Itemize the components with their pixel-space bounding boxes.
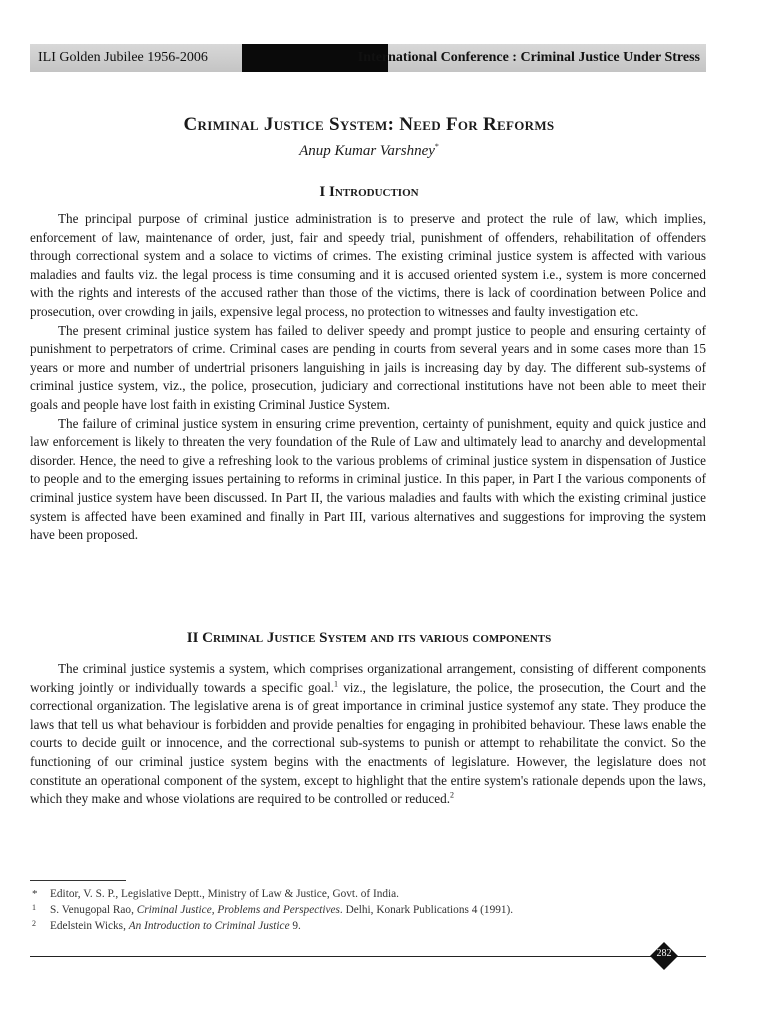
article-title: Criminal Justice System: Need For Reforms [183,114,555,135]
footnote-mark: 1 [32,903,36,912]
paragraph: The principal purpose of criminal justice administration is to preserve and protect the rule of law, which implies, enforcement of law, maintenance of order, just, fair and speedy trial, punishment of offenders, rehabilitation of offenders through correctional system and a solace to victims of crimes. The existing criminal justice system is affected with various maladies and faults viz. the legal process is time consuming and it is accused oriented system i.e., system is more concerned with the rights and interests of the accused rather than those of the victims, there is lack of coordination between Police and prosecution, over crowding in jails, expensive legal process, no protection to witnesses and faulty investigation etc. [30,211,706,319]
footnotes [30,886,670,934]
running-header [30,44,706,72]
footnote-text: Editor, V. S. P., Legislative Deptt., Ministry of Law & Justice, Govt. of India. [50,888,399,900]
footnote-item [30,886,670,902]
paragraph: The failure of criminal justice system in ensuring crime prevention, certainty of punishment, equity and quick justice and law enforcement is likely to threaten the very foundation of the Rule of Law and ultimately lead to anarchy and developmental disorder. Hence, the need to give a refreshing look to the various problems of criminal justice system in dispensation of Justice to people and to the emerging issues pertaining to reforms in criminal justice. In this paper, in Part I the various components of criminal justice system have been discussed. In Part II, the various maladies and faults with which the existing criminal justice system is affected have been examined and finally in Part III, various alternatives and suggestions for improving the system have been proposed. [30,415,706,543]
footnote-item [30,902,670,918]
footnote-text-pre: S. Venugopal Rao, [50,904,137,916]
footnote-mark: 2 [32,919,36,928]
section-heading-introduction: I Introduction [319,184,419,200]
section-components-body [30,660,706,809]
footnote-text-pre: Edelstein Wicks, [50,920,129,932]
footnote-ref-2: 2 [450,790,455,800]
footnote-text-post: . Delhi, Konark Publications 4 (1991). [339,904,514,916]
footnote-item [30,918,670,934]
footnote-ref-1: 1 [334,679,339,689]
article-author [0,142,738,160]
footnote-text-title: An Introduction to Criminal Justice [128,920,290,932]
author-name: Anup Kumar Varshney [299,143,435,159]
section-heading-components: II Criminal Justice System and its various components [186,630,552,646]
paragraph [30,660,706,809]
paragraph: The present criminal justice system has failed to deliver speedy and prompt justice to people and ensuring certainty of punishment to perpetrators of crime. Criminal cases are pending in courts from several years and in some cases more than 15 years or more and number of undertrial prisoners languishing in jails is increasing day by day. The different sub-systems of criminal justice system, viz., the police, prosecution, judiciary and correctional institutions have not been able to meet their goals and people have lost faith in existing Criminal Justice System. [30,322,706,412]
footnote-text-post: 9. [289,920,301,932]
footnote-divider [30,880,126,881]
header-right-text: International Conference : Criminal Justice Under Stress [357,50,700,65]
bottom-rule [30,956,706,957]
footnote-mark: * [32,888,38,900]
page-number: 282 [656,948,672,959]
section-introduction-body [30,210,706,545]
author-footnote-mark: * [434,142,439,151]
header-left-text: ILI Golden Jubilee 1956-2006 [38,50,208,65]
paragraph-text-a: The criminal justice systemis a system, which comprises organizational arrangement, consisting of different components working jointly or individually towards a specific goal. [30,661,706,695]
footnote-text-title: Criminal Justice, Problems and Perspectives [136,904,340,916]
paragraph-text-b: viz., the legislature, the police, the prosecution, the Court and the correctional organization. The legislative arena is of great importance in criminal justice systemof any state. They produce the laws that tell us what behaviour is forbidden and provide penalties for engaging in prohibited behaviour. These laws enable the courts to decide guilt or innocence, and the correctional sub-systems to punish or attempt to rehabilitate the convict. So the functioning of our criminal justice system begins with the enactments of legislature. However, the legislature does not constitute an operational component of the system, except to highlight that the entire system's rationale depends upon the laws, which they make and whose violations are required to be controlled or reduced. [30,679,706,807]
